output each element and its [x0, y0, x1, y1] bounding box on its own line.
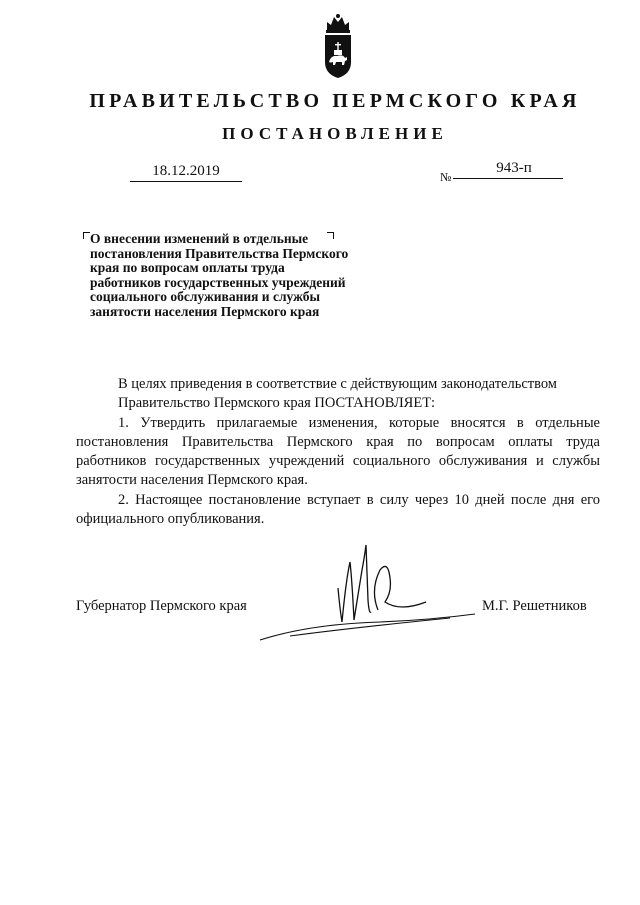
subject-line: социального обслуживания и службы: [90, 289, 321, 304]
subject-line: края по вопросам оплаты труда: [90, 260, 285, 275]
coat-of-arms-icon: [321, 12, 355, 80]
document-subject: [90, 232, 410, 319]
subject-line: работников государственных учреждений: [90, 274, 346, 290]
signatory-name: М.Г. Решетников: [482, 598, 587, 614]
body-item-2: 2. Настоящее постановление вступает в силу через 10 дней после дня его официального опубликования.: [76, 491, 600, 528]
subject-line: занятости населения Пермского края: [90, 303, 320, 319]
preamble-line: Правительство Пермского края ПОСТАНОВЛЯЕТ:: [118, 395, 436, 412]
document-date: 18.12.2019: [130, 163, 242, 182]
subject-bracket-left: [83, 232, 90, 239]
government-title: ПРАВИТЕЛЬСТВО ПЕРМСКОГО КРАЯ: [89, 90, 581, 112]
document-type: ПОСТАНОВЛЕНИЕ: [222, 124, 448, 143]
signatory-position: Губернатор Пермского края: [76, 598, 247, 614]
document-number: 943-п: [453, 160, 563, 179]
preamble-line: В целях приведения в соответствие с действующим законодательством: [118, 376, 557, 392]
subject-line: О внесении изменений в отдельные: [90, 231, 309, 246]
body-item-1: 1. Утвердить прилагаемые изменения, которые вносятся в отдельные постановления Правительства Пермского края по вопросам оплаты труда работников государственных учреждений социального обслуживания и службы занятости населения Пермского края.: [76, 414, 600, 489]
handwritten-signature-icon: [250, 540, 480, 650]
document-body: [76, 375, 600, 529]
number-sign: №: [440, 170, 452, 184]
subject-line: постановления Правительства Пермского: [90, 245, 349, 261]
